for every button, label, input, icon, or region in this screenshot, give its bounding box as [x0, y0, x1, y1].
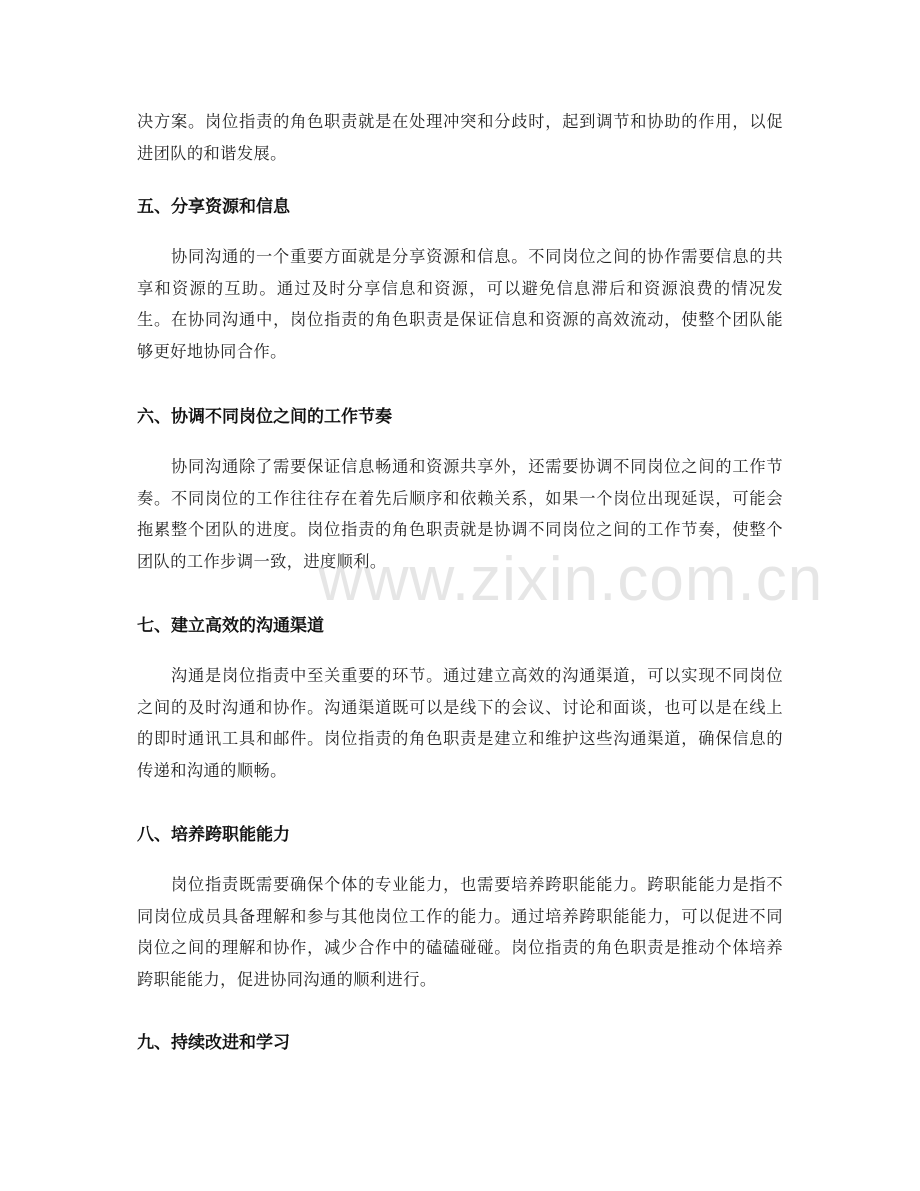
- watermark-text: www.zixin.com.cn: [318, 545, 824, 614]
- section-body-6: 协同沟通除了需要保证信息畅通和资源共享外，还需要协调不同岗位之间的工作节奏。不同岗位的工作往往存在着先后顺序和依赖关系，如果一个岗位出现延误，可能会拖累整个团队的进度。岗位指责的角色职责就是协调不同岗位之间的工作节奏，使整个团队的工作步调一致，进度顺利。: [137, 457, 783, 571]
- section-heading-9: 九、持续改进和学习: [137, 1033, 290, 1053]
- section-heading-7: 七、建立高效的沟通渠道: [137, 616, 324, 636]
- section-heading-8: 八、培养跨职能能力: [137, 825, 290, 845]
- section-body-8: 岗位指责既需要确保个体的专业能力，也需要培养跨职能能力。跨职能能力是指不同岗位成员具备理解和参与其他岗位工作的能力。通过培养跨职能能力，可以促进不同岗位之间的理解和协作，减少合作中的磕磕碰碰。岗位指责的角色职责是推动个体培养跨职能能力，促进协同沟通的顺利进行。: [137, 875, 783, 989]
- section-heading-5: 五、分享资源和信息: [137, 197, 290, 217]
- section-body-7: 沟通是岗位指责中至关重要的环节。通过建立高效的沟通渠道，可以实现不同岗位之间的及时沟通和协作。沟通渠道既可以是线下的会议、讨论和面谈，也可以是在线上的即时通讯工具和邮件。岗位指责的角色职责是建立和维护这些沟通渠道，确保信息的传递和沟通的顺畅。: [137, 666, 783, 780]
- section-heading-6: 六、协调不同岗位之间的工作节奏: [137, 407, 392, 427]
- intro-paragraph: 决方案。岗位指责的角色职责就是在处理冲突和分歧时，起到调节和协助的作用，以促进团队的和谐发展。: [137, 112, 783, 163]
- section-body-5: 协同沟通的一个重要方面就是分享资源和信息。不同岗位之间的协作需要信息的共享和资源的互助。通过及时分享信息和资源，可以避免信息滞后和资源浪费的情况发生。在协同沟通中，岗位指责的角色职责是保证信息和资源的高效流动，使整个团队能够更好地协同合作。: [137, 247, 783, 361]
